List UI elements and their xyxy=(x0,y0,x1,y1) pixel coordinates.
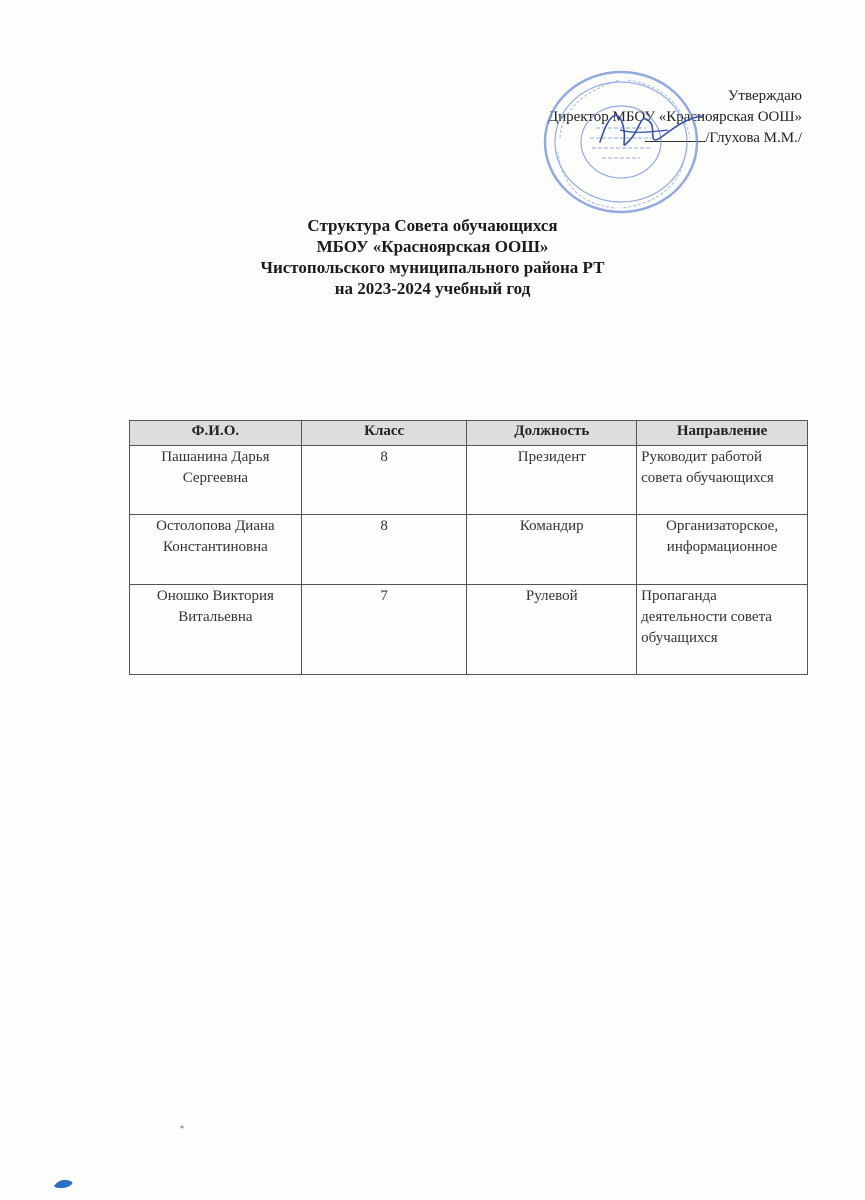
header-fio: Ф.И.О. xyxy=(130,421,302,446)
cell-direction: Руководит работой совета обучающихся xyxy=(637,446,808,515)
council-structure-table xyxy=(129,420,808,675)
signature-stroke xyxy=(600,115,702,145)
director-signature xyxy=(590,100,710,160)
header-position: Должность xyxy=(467,421,637,446)
scan-dot xyxy=(178,1124,186,1130)
document-title xyxy=(0,215,865,299)
header-class: Класс xyxy=(301,421,467,446)
title-line-2: МБОУ «Красноярская ООШ» xyxy=(316,237,549,256)
cell-fio: Оношко Виктория Витальевна xyxy=(130,585,302,675)
cell-class: 8 xyxy=(301,515,467,585)
cell-position: Президент xyxy=(467,446,637,515)
header-direction: Направление xyxy=(637,421,808,446)
table-row xyxy=(130,515,808,585)
approval-signatory-name: /Глухова М.М./ xyxy=(705,130,802,146)
title-line-3: Чистопольского муниципального района РТ xyxy=(260,258,605,277)
cell-fio: Пашанина Дарья Сергеевна xyxy=(130,446,302,515)
scan-speck xyxy=(52,1176,76,1190)
cell-position: Командир xyxy=(467,515,637,585)
cell-class: 8 xyxy=(301,446,467,515)
cell-direction: Организаторское, информационное xyxy=(637,515,808,585)
cell-class: 7 xyxy=(301,585,467,675)
cell-position: Рулевой xyxy=(467,585,637,675)
table-row xyxy=(130,585,808,675)
title-line-4: на 2023-2024 учебный год xyxy=(334,279,531,298)
table-header-row xyxy=(130,421,808,446)
approval-heading: Утверждаю xyxy=(727,88,802,104)
table-row xyxy=(130,446,808,515)
approval-position: Директор МБОУ «Красноярская ООШ» xyxy=(547,109,802,125)
signature-underline xyxy=(620,130,668,132)
speck-shape xyxy=(54,1180,72,1188)
dot-shape xyxy=(181,1126,184,1129)
cell-direction: Пропаганда деятельности совета обучащихся xyxy=(637,585,808,675)
title-line-1: Структура Совета обучающихся xyxy=(307,216,558,235)
cell-fio: Остолопова Диана Константиновна xyxy=(130,515,302,585)
